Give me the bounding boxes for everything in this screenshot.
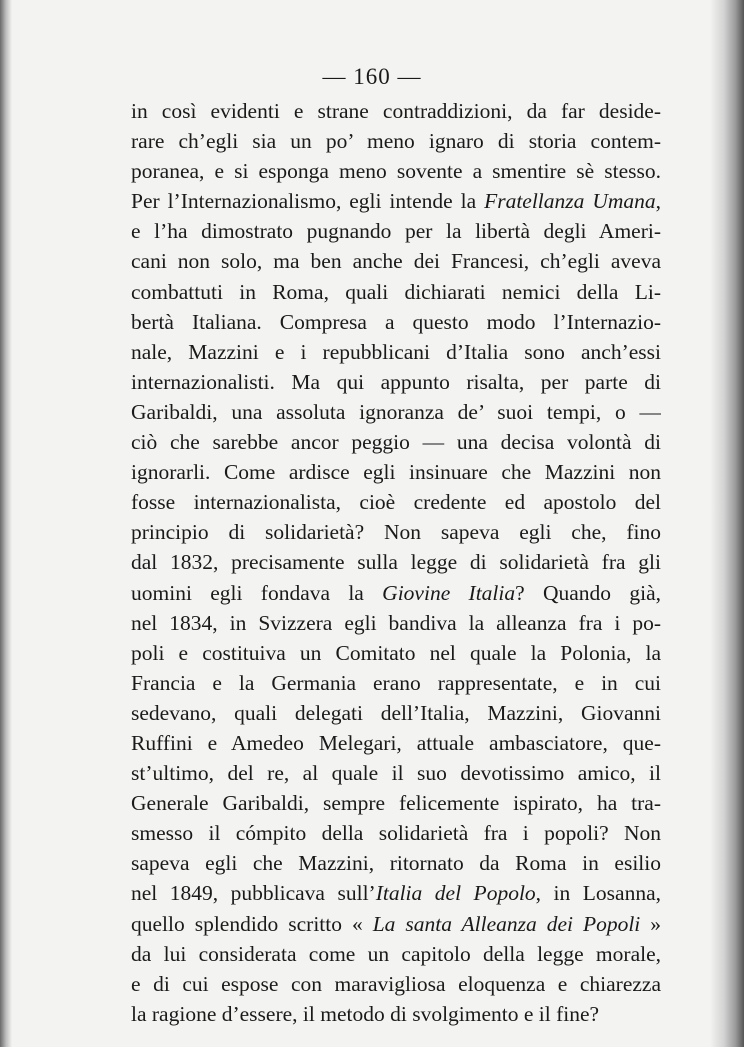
text-run: Generale Garibaldi, sempre felicemente ispirato, ha tra- [131,791,661,816]
page-left-shadow [0,0,12,1047]
text-line [131,939,661,969]
text-line [131,578,661,608]
text-run: combattuti in Roma, quali dichiarati nemici della Li- [131,279,661,304]
text-run: la ragione d’essere, il metodo di svolgimento e il fine? [131,1001,600,1026]
text-line [131,969,661,999]
text-line [131,156,661,186]
text-run: cani non solo, ma ben anche dei Francesi, ch’egli aveva [131,249,661,274]
text-run: in così evidenti e strane contraddizioni, da far deside- [131,99,661,123]
text-run: poli e costituiva un Comitato nel quale la Polonia, la [131,640,661,665]
text-line [131,818,661,848]
text-run: Garibaldi, una assoluta ignoranza de’ suoi tempi, o — [131,399,661,424]
text-run: ? Quando già, [515,580,661,605]
text-line [131,728,661,758]
text-run: nale, Mazzini e i repubblicani d’Italia sono anch’essi [131,339,661,364]
text-run: e l’ha dimostrato pugnando per la libertà degli Ameri- [131,219,661,244]
text-run: Francia e la Germania erano rappresentate, e in cui [131,670,661,695]
text-line [131,126,661,156]
text-run: Ruffini e Amedeo Melegari, attuale ambasciatore, que- [131,730,661,755]
text-run: st’ultimo, del re, al quale il suo devotissimo amico, il [131,761,661,786]
text-line [131,457,661,487]
page-right-edge [710,0,744,1047]
text-run: nel 1849, pubblicava sull’ [131,881,376,906]
text-run: , [655,189,661,214]
text-run: ciò che sarebbe ancor peggio — una decisa volontà di [131,430,661,455]
text-run: Per l’Internazionalismo, egli intende la [131,189,485,214]
text-line [131,216,661,246]
text-line [131,638,661,668]
page-number: — 160 — [322,64,422,89]
text-run: principio di solidarietà? Non sapeva egli che, fino [131,520,661,545]
text-run: quello splendido scritto « [131,911,373,936]
text-run: sedevano, quali delegati dell’Italia, Mazzini, Giovanni [131,700,661,725]
italic-title: Giovine Italia [382,580,516,605]
text-run: , in Losanna, [535,881,661,906]
text-run: sapeva egli che Mazzini, ritornato da Roma in esilio [131,851,661,876]
text-line [131,337,661,367]
text-line [131,487,661,517]
text-run: smesso il cómpito della solidarietà fra i popoli? Non [131,821,661,846]
text-line [131,878,661,908]
text-line [131,668,661,698]
text-line [131,367,661,397]
text-line [131,788,661,818]
text-line [131,698,661,728]
text-line [131,277,661,307]
text-line [131,909,661,939]
text-line [131,848,661,878]
body-text [131,96,661,1029]
text-run: ignorarli. Come ardisce egli insinuare che Mazzini non [131,460,661,485]
text-run: dal 1832, precisamente sulla legge di solidarietà fra gli [131,550,661,575]
text-line [131,517,661,547]
text-line [131,999,661,1029]
text-run: » [640,911,661,936]
text-line [131,547,661,577]
text-run: poranea, e si esponga meno sovente a smentire sè stesso. [131,159,661,184]
text-line [131,758,661,788]
text-line [131,307,661,337]
text-line [131,608,661,638]
text-run: uomini egli fondava la [131,580,383,605]
text-line [131,96,661,126]
text-line [131,397,661,427]
text-run: fosse internazionalista, cioè credente ed apostolo del [131,490,661,515]
text-line [131,186,661,216]
text-run: bertà Italiana. Compresa a questo modo l’Internazio- [131,309,661,334]
text-run: rare ch’egli sia un po’ meno ignaro di storia contem- [131,129,661,154]
italic-title: Italia del Popolo [375,881,536,906]
italic-title: Fratellanza Umana [484,189,656,214]
text-line [131,427,661,457]
text-run: nel 1834, in Svizzera egli bandiva la alleanza fra i po- [131,610,661,635]
text-run: da lui considerata come un capitolo della legge morale, [131,941,661,966]
italic-title: La santa Alleanza dei Popoli [372,911,641,936]
text-line [131,246,661,276]
text-run: internazionalisti. Ma qui appunto risalta, per parte di [131,369,661,394]
text-run: e di cui espose con maravigliosa eloquenza e chiarezza [131,971,661,996]
